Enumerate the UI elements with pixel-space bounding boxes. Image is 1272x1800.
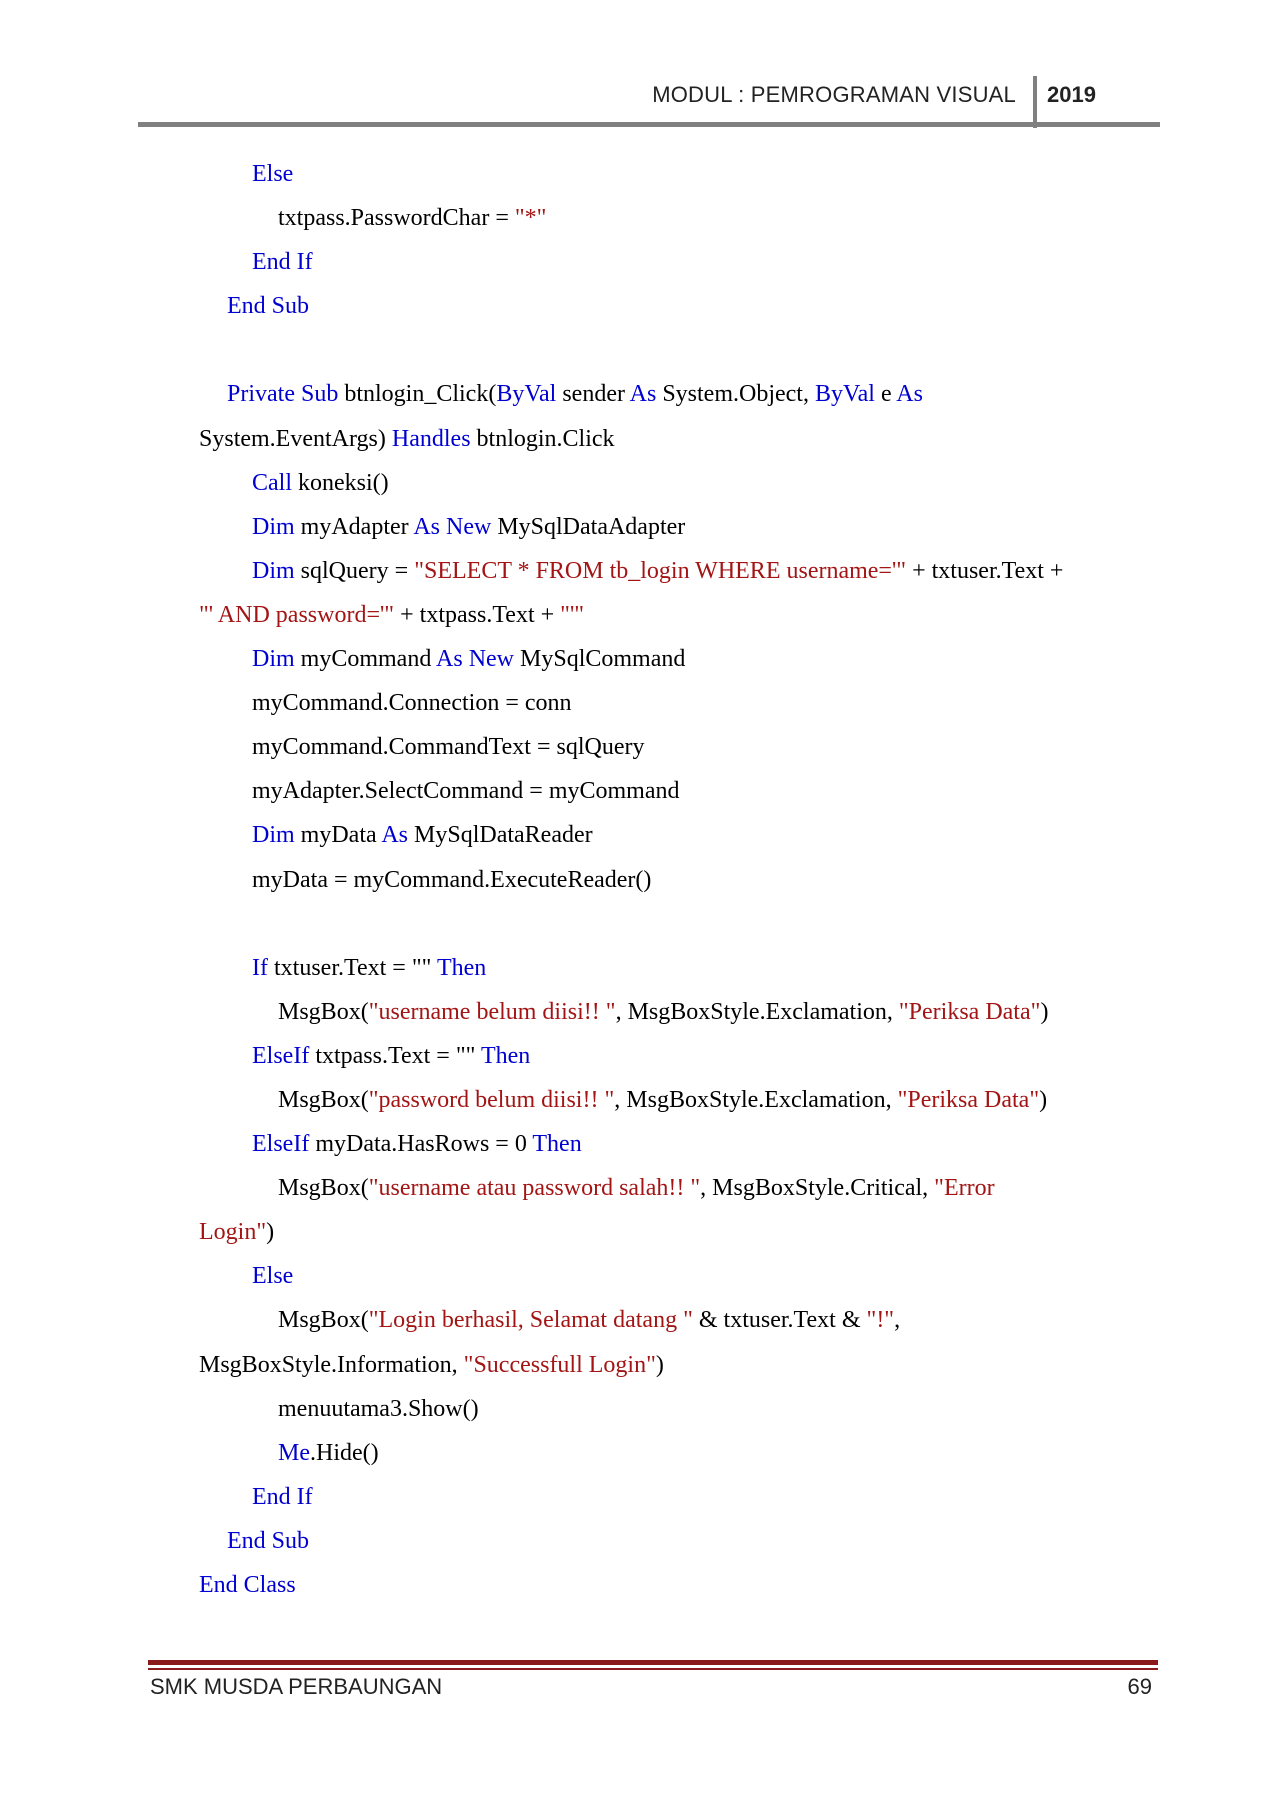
- code-line: [0, 1563, 1272, 1607]
- code-string: "Login berhasil, Selamat datang ": [368, 1307, 693, 1334]
- code-string: "'": [560, 601, 585, 628]
- page-number: 69: [1127, 1674, 1152, 1699]
- code-text: sqlQuery =: [294, 557, 415, 584]
- code-keyword: End Sub: [227, 1527, 310, 1554]
- code-text: MsgBox(: [278, 1086, 369, 1113]
- code-line: [0, 196, 1272, 240]
- code-text: txtpass.Text = "": [309, 1042, 481, 1069]
- code-keyword: End If: [252, 1483, 313, 1510]
- code-keyword: ByVal: [814, 381, 875, 408]
- code-keyword: ElseIf: [252, 1042, 310, 1069]
- code-text: MySqlDataReader: [408, 822, 593, 849]
- code-line: [0, 1078, 1272, 1122]
- code-keyword: Dim: [252, 557, 295, 584]
- code-keyword: As New: [413, 513, 492, 540]
- code-keyword: ByVal: [496, 381, 557, 408]
- code-text: sender: [556, 381, 630, 408]
- code-text: myCommand.Connection = conn: [252, 690, 572, 717]
- code-line: [0, 1210, 1272, 1254]
- code-string: "SELECT * FROM tb_login WHERE username='": [414, 557, 907, 584]
- code-keyword: As: [629, 381, 657, 408]
- code-text: MsgBox(: [278, 1175, 369, 1202]
- header-title: MODUL : PEMROGRAMAN VISUAL: [652, 82, 1016, 107]
- code-line: [0, 946, 1272, 990]
- code-text: .Hide(): [310, 1439, 379, 1466]
- code-line: [0, 1475, 1272, 1519]
- code-line: [0, 1519, 1272, 1563]
- code-keyword: ElseIf: [252, 1131, 310, 1158]
- code-text: , MsgBoxStyle.Exclamation,: [614, 1086, 898, 1113]
- code-text: System.EventArgs): [199, 425, 392, 452]
- code-keyword: End If: [252, 249, 313, 276]
- code-string: "Error: [934, 1175, 995, 1202]
- code-text: MySqlCommand: [514, 646, 686, 673]
- code-string: Login": [199, 1219, 267, 1246]
- code-text: e: [874, 381, 897, 408]
- footer-rule-thick: [148, 1660, 1158, 1665]
- code-keyword: Then: [532, 1131, 582, 1158]
- footer-rule-thin: [148, 1668, 1158, 1670]
- code-line: [0, 372, 1272, 416]
- code-keyword: Me: [278, 1439, 310, 1466]
- code-keyword: As New: [436, 646, 515, 673]
- code-line: [0, 637, 1272, 681]
- code-keyword: Call: [252, 469, 292, 496]
- code-line: [0, 505, 1272, 549]
- code-line: [0, 1431, 1272, 1475]
- code-line: [0, 858, 1272, 902]
- code-text: , MsgBoxStyle.Exclamation,: [615, 998, 899, 1025]
- code-text: MsgBox(: [278, 1307, 369, 1334]
- code-string: "Successfull Login": [463, 1351, 656, 1378]
- code-line: [0, 990, 1272, 1034]
- code-keyword: Else: [252, 161, 294, 187]
- code-text: ): [1040, 998, 1049, 1025]
- code-line: [0, 1166, 1272, 1210]
- blank-line: [0, 328, 1272, 372]
- code-text: menuutama3.Show(): [278, 1395, 479, 1422]
- code-text: myCommand: [294, 646, 437, 673]
- code-string: "Periksa Data": [898, 998, 1041, 1025]
- code-text: + txtuser.Text +: [906, 557, 1064, 584]
- code-text: ): [1039, 1086, 1048, 1113]
- code-text: ): [655, 1351, 664, 1378]
- code-keyword: Private Sub: [227, 381, 339, 408]
- code-text: myAdapter: [294, 513, 414, 540]
- code-keyword: Dim: [252, 513, 295, 540]
- code-listing: [0, 152, 1272, 1607]
- code-string: "' AND password='": [199, 601, 395, 628]
- code-keyword: Then: [436, 954, 487, 981]
- code-line: [0, 813, 1272, 857]
- code-text: myData: [294, 822, 382, 849]
- code-line: [0, 681, 1272, 725]
- code-keyword: End Sub: [227, 293, 310, 320]
- code-keyword: If: [252, 954, 268, 981]
- header-separator: [1033, 76, 1037, 128]
- blank-line: [0, 902, 1272, 946]
- code-keyword: Dim: [252, 646, 295, 673]
- code-line: [0, 240, 1272, 284]
- code-text: myAdapter.SelectCommand = myCommand: [252, 778, 680, 805]
- code-line: [0, 1034, 1272, 1078]
- code-text: & txtuser.Text &: [692, 1307, 867, 1334]
- code-string: "username atau password salah!! ": [368, 1175, 701, 1202]
- code-line: [0, 1298, 1272, 1342]
- header-rule: [138, 122, 1160, 127]
- code-text: btnlogin_Click(: [338, 381, 497, 408]
- code-text: myCommand.CommandText = sqlQuery: [252, 734, 645, 761]
- code-text: MsgBoxStyle.Information,: [199, 1351, 464, 1378]
- header-year: 2019: [1047, 82, 1096, 107]
- code-line: [0, 417, 1272, 461]
- code-string: "password belum diisi!! ": [368, 1086, 615, 1113]
- code-keyword: Else: [252, 1263, 294, 1290]
- code-text: txtuser.Text = "": [267, 954, 437, 981]
- code-text: + txtpass.Text +: [394, 601, 561, 628]
- code-text: koneksi(): [292, 469, 389, 496]
- code-text: System.Object,: [656, 381, 815, 408]
- code-text: btnlogin.Click: [470, 425, 615, 452]
- code-line: [0, 1122, 1272, 1166]
- code-line: [0, 1343, 1272, 1387]
- code-line: [0, 593, 1272, 637]
- code-line: [0, 461, 1272, 505]
- code-text: , MsgBoxStyle.Critical,: [700, 1175, 935, 1202]
- code-text: ): [266, 1219, 275, 1246]
- code-keyword: Dim: [252, 822, 295, 849]
- code-keyword: Then: [480, 1042, 531, 1069]
- code-string: "Periksa Data": [897, 1086, 1040, 1113]
- code-line: [0, 1254, 1272, 1298]
- code-keyword: As: [381, 822, 408, 849]
- code-line: [0, 549, 1272, 593]
- code-text: myData.HasRows = 0: [309, 1131, 533, 1158]
- code-keyword: As: [896, 381, 923, 408]
- code-line: [0, 769, 1272, 813]
- footer-school-name: SMK MUSDA PERBAUNGAN: [150, 1674, 443, 1699]
- code-text: txtpass.PasswordChar =: [278, 205, 515, 232]
- code-text: ,: [894, 1307, 901, 1334]
- code-string: "*": [514, 205, 547, 232]
- code-keyword: Handles: [391, 425, 471, 452]
- code-text: MsgBox(: [278, 998, 369, 1025]
- code-text: MySqlDataAdapter: [491, 513, 686, 540]
- code-line: [0, 1387, 1272, 1431]
- code-line: [0, 152, 1272, 196]
- code-line: [0, 725, 1272, 769]
- code-string: "!": [866, 1307, 895, 1334]
- code-string: "username belum diisi!! ": [368, 998, 616, 1025]
- code-line: [0, 284, 1272, 328]
- code-text: myData = myCommand.ExecuteReader(): [252, 866, 652, 893]
- code-keyword: End Class: [199, 1572, 296, 1598]
